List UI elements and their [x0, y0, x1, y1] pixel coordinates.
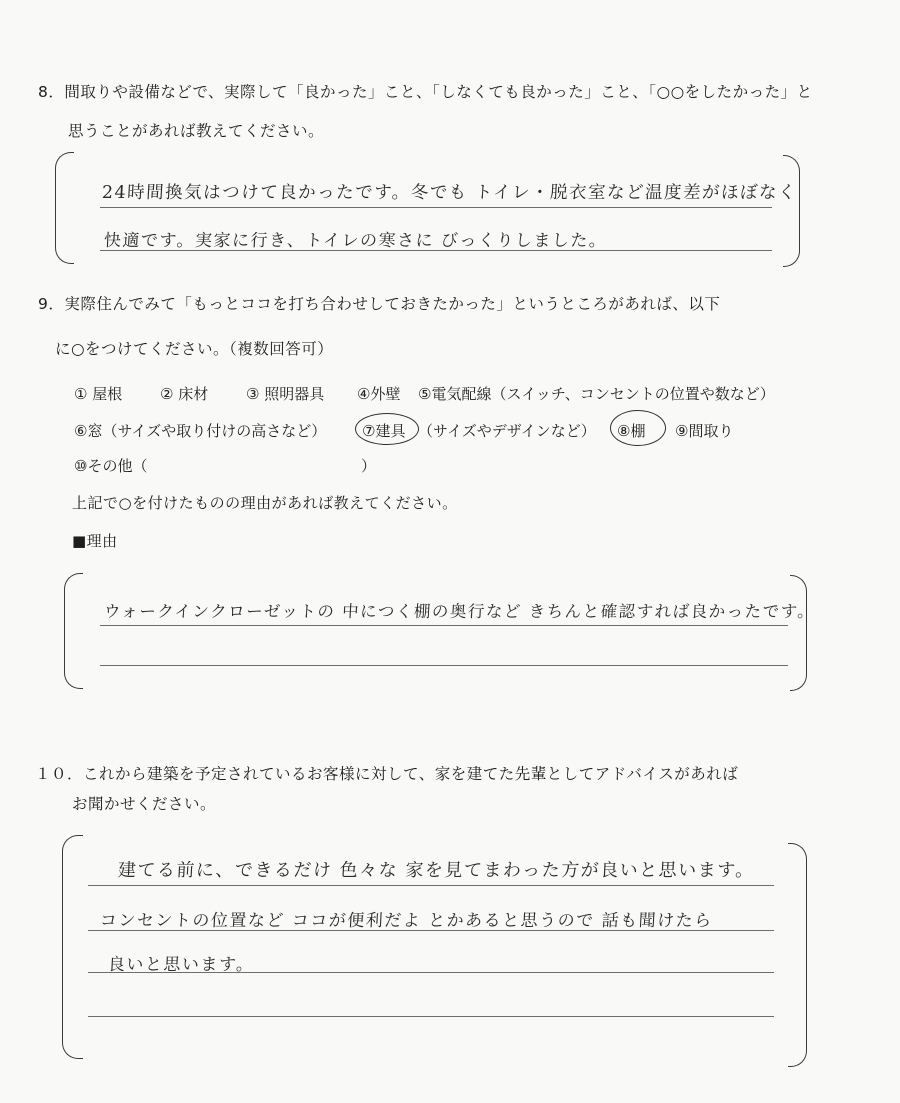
q10-answer-bracket-left	[62, 835, 83, 1059]
q10-answer-line1: 建てる前に、できるだけ 色々な 家を見てまわった方が良いと思います。	[117, 860, 756, 881]
q9-option-fittings-note: （サイズやデザインなど）	[418, 422, 596, 440]
q8-answer-line2: 快適です。実家に行き、トイレの寒さに びっくりしました。	[103, 231, 608, 251]
q9-option-flooring: ② 床材	[160, 385, 209, 403]
q9-option-lighting: ③ 照明器具	[246, 385, 325, 403]
q9-option-shelf-circle-mark	[610, 410, 666, 446]
q9-reason-rule2	[100, 665, 788, 666]
q9-option-exterior-wall: ④外壁	[357, 385, 401, 403]
q10-answer-bracket-right	[788, 843, 807, 1067]
q9-text-line2: に○をつけてください。（複数回答可）	[55, 340, 334, 358]
q9-answer-bracket-right	[790, 575, 807, 691]
q8-text-line2: 思うことがあれば教えてください。	[68, 122, 325, 140]
q8-text-line1: 8．間取りや設備などで、実際して「良かった」こと、「しなくても良かった」こと、「○○をしたかった」と	[38, 83, 813, 101]
q9-option-window: ⑥窓（サイズや取り付けの高さなど）	[74, 422, 327, 440]
q8-answer-line1: 24時間換気はつけて良かったです。冬でも トイレ・脱衣室など温度差がほぼなく	[101, 183, 798, 203]
q8-answer-rule2	[100, 250, 772, 251]
q9-reason-prompt: 上記で○を付けたものの理由があれば教えてください。	[72, 494, 458, 512]
q9-answer-bracket-left	[64, 573, 83, 689]
q8-answer-bracket-left	[55, 152, 74, 264]
q10-answer-line3: 良いと思います。	[107, 955, 256, 975]
q9-reason-label: ■理由	[72, 532, 118, 550]
q9-reason-rule1	[100, 625, 788, 626]
q10-text-line1: １０．これから建築を予定されているお客様に対して、家を建てた先輩としてアドバイスがあれば	[35, 765, 739, 783]
q9-option-shelf: ⑧棚	[617, 422, 646, 440]
q8-answer-bracket-right	[783, 155, 800, 267]
q10-answer-rule4	[88, 1016, 774, 1017]
q9-reason-answer-line1: ウォークインクローゼットの 中につく棚の奥行など きちんと確認すれば良かったです。	[103, 602, 816, 621]
q8-answer-rule1	[100, 207, 772, 208]
q10-answer-rule3	[88, 972, 774, 973]
q9-option-other: ⑩その他（	[74, 457, 148, 475]
q9-option-fittings: ⑦建具	[362, 422, 406, 440]
q10-text-line2: お聞かせください。	[72, 795, 217, 813]
q9-option-roof: ① 屋根	[74, 385, 123, 403]
q10-answer-rule2	[88, 930, 774, 931]
q9-text-line1: 9．実際住んでみて「もっとココを打ち合わせしておきたかった」というところがあれば、以下	[38, 295, 721, 313]
q10-answer-line2: コンセントの位置など ココが便利だよ とかあると思うので 話も聞けたら	[99, 911, 714, 931]
q10-answer-rule1	[88, 885, 774, 886]
q9-option-wiring: ⑤電気配線（スイッチ、コンセントの位置や数など）	[418, 385, 775, 403]
q9-option-floor-plan: ⑨間取り	[675, 422, 734, 440]
q9-option-fittings-circle-mark	[355, 413, 419, 445]
q9-option-other-close: ）	[361, 457, 377, 475]
